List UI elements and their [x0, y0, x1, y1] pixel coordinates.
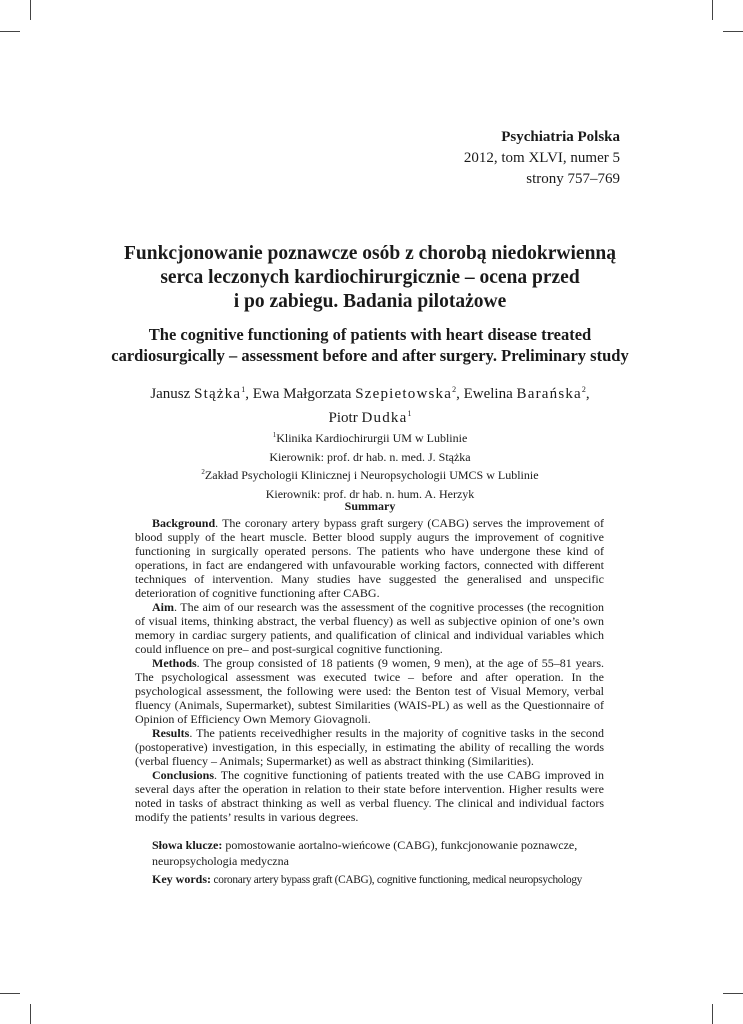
- summary-text: . The aim of our research was the assessment of the cognitive processes (the recognition of visual items, thinking abstract, the verbal fluency) as well as subjective opinion of one’s own memory in cardiac surgery patients, and qualification of clinical and individual variables which could influence on pre– and post-surgical cognitive functioning.: [135, 600, 604, 656]
- author-last: Barańska: [516, 386, 582, 402]
- crop-mark: [712, 0, 713, 20]
- keywords-english-text: coronary artery bypass graft (CABG), cognitive functioning, medical neuropsychology: [211, 874, 583, 886]
- journal-name: Psychiatria Polska: [501, 129, 620, 145]
- title-polish-line: i po zabiegu. Badania pilotażowe: [233, 291, 507, 312]
- affiliation-line: [60, 465, 680, 484]
- author-sep: ,: [585, 386, 590, 402]
- summary-label: Conclusions: [152, 768, 215, 782]
- keywords-polish: [152, 837, 612, 869]
- author-sep: ,: [456, 386, 464, 402]
- keywords-polish-label: Słowa klucze:: [152, 838, 223, 852]
- crop-mark: [712, 1004, 713, 1024]
- crop-mark: [30, 1004, 31, 1024]
- keywords-english-label: Key words:: [152, 872, 211, 886]
- summary-label: Results: [152, 726, 190, 740]
- authors: [60, 380, 680, 428]
- author-sep: ,: [245, 386, 253, 402]
- summary-text: . The coronary artery bypass graft surgery (CABG) serves the improvement of blood supply of the heart muscle. Better blood supply augurs the improvement of cognitive functioning in surgically operated persons. The patients who have undergone these kind of operations, in fact are endangered with unfavourable working factors, connected with different techniques of intervention. Many studies have suggested the generalised and unspecific deterioration of cognitive functioning after CABG.: [135, 516, 604, 600]
- title-english-line: cardiosurgically – assessment before and after surgery. Preliminary study: [111, 346, 629, 365]
- author-last: Stążka: [194, 386, 242, 402]
- keywords-polish-text: pomostowanie aortalno-wieńcowe (CABG), funkcjonowanie poznawcze, neuropsychologia medyczna: [152, 838, 578, 868]
- author-last: Szepietowska: [355, 386, 453, 402]
- author-first: Janusz: [150, 386, 191, 402]
- affiliation-text: Zakład Psychologii Klinicznej i Neuropsychologii UMCS w Lublinie: [204, 468, 539, 482]
- summary-label: Background: [152, 516, 216, 530]
- title-polish: [60, 242, 680, 314]
- summary-text: . The cognitive functioning of patients treated with the use CABG improved in several days after the operation in relation to their state before intervention. Higher results were noted in tasks of abstract thinking as well as verbal fluency. The clinical and individual factors modify the patients’ results in various degrees.: [135, 768, 604, 824]
- affiliation-num: 2: [201, 468, 205, 476]
- crop-mark: [723, 31, 743, 32]
- summary-paragraph: [135, 656, 604, 726]
- summary-label: Aim: [152, 600, 174, 614]
- author-aff: 1: [407, 409, 412, 418]
- crop-mark: [723, 993, 743, 994]
- summary-text: . The patients receivedhigher results in the majority of cognitive tasks in the second (postoperative) investigation, in this especially, in estimating the ability of recalling the words (verbal fluency – Animals; Supermarket) as well as abstract thinking (Similarities).: [135, 726, 604, 768]
- crop-mark: [0, 31, 20, 32]
- affiliation-text: Kierownik: prof. dr hab. n. med. J. Stążka: [269, 449, 471, 464]
- author-aff: 1: [241, 385, 246, 394]
- summary-text: . The group consisted of 18 patients (9 women, 9 men), at the age of 55–81 years. The psychological assessment was executed twice – before and after operation. In the psychological assessment, the following were used: the Benton test of Visual Memory, verbal fluency (Animals, Supermarket), subtest Similarities (WAIS-PL) as well as the Questionnaire of Opinion of Efficiency Own Memory Giovagnoli.: [135, 656, 604, 726]
- author-last: Dudka: [361, 410, 408, 426]
- author-aff: 2: [581, 385, 586, 394]
- author-first: Piotr: [328, 410, 358, 426]
- title-english-line: The cognitive functioning of patients with heart disease treated: [148, 325, 592, 344]
- author-aff: 2: [452, 385, 457, 394]
- journal-info: [464, 127, 620, 190]
- summary-label: Methods: [152, 656, 197, 670]
- affiliation-num: 1: [272, 431, 277, 439]
- summary-paragraph: [135, 726, 604, 768]
- summary: [135, 516, 604, 824]
- affiliation-line: [60, 428, 680, 447]
- author-first: Ewelina: [463, 386, 513, 402]
- affiliation-text: Klinika Kardiochirurgii UM w Lublinie: [276, 431, 468, 445]
- keywords-english: [152, 871, 612, 888]
- summary-heading: Summary: [344, 499, 396, 513]
- crop-mark: [0, 993, 20, 994]
- title-polish-line: serca leczonych kardiochirurgicznie – ocena przed: [160, 267, 580, 288]
- author-first: Ewa Małgorzata: [252, 386, 352, 402]
- summary-paragraph: [135, 600, 604, 656]
- keywords: [152, 837, 612, 890]
- summary-paragraph: [135, 768, 604, 824]
- title-polish-line: Funkcjonowanie poznawcze osób z chorobą niedokrwienną: [123, 243, 617, 264]
- crop-mark: [30, 0, 31, 20]
- affiliation-text: Kierownik: prof. dr hab. n. hum. A. Herzyk: [265, 486, 475, 501]
- summary-paragraph: [135, 516, 604, 600]
- journal-pages: strony 757–769: [526, 171, 620, 187]
- affiliation-line: [60, 447, 680, 466]
- title-english: [60, 324, 680, 366]
- affiliations: [60, 428, 680, 502]
- journal-issue: 2012, tom XLVI, numer 5: [463, 150, 620, 166]
